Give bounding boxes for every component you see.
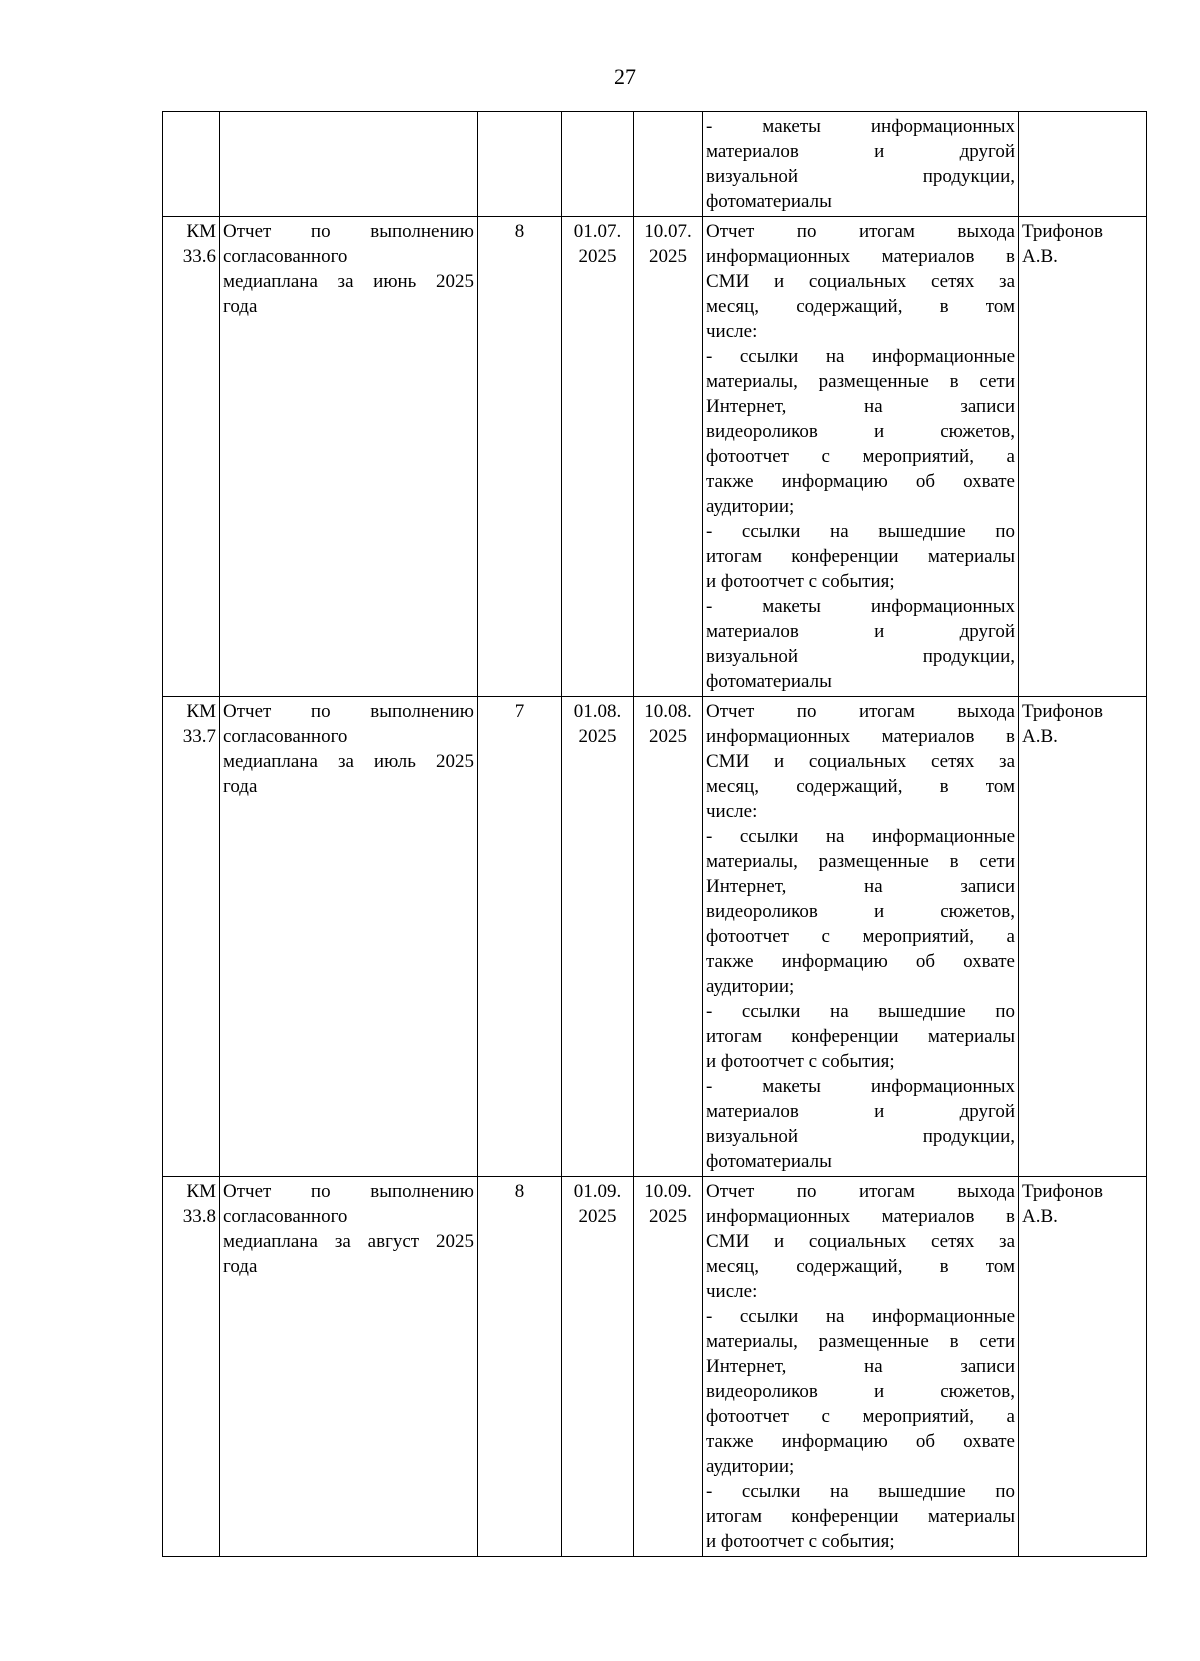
cell-number [163, 1177, 220, 1557]
result-line: визуальной продукции, [706, 646, 1015, 667]
cell-title [220, 112, 478, 217]
row-number: КМ 33.6 [182, 221, 216, 267]
result-line: итогам конференции материалы [706, 1506, 1015, 1527]
result-line: фотоматериалы [706, 671, 832, 692]
result-line: - ссылки на вышедшие по [706, 1481, 1015, 1502]
cell-start-date: 01.08. 2025 [562, 697, 634, 1177]
table-row [163, 697, 1147, 1177]
title-line: согласованного [223, 1206, 348, 1227]
result-line: - ссылки на информационные [706, 346, 1015, 367]
result-line: месяц, содержащий, в том [706, 776, 1015, 797]
result-line: и фотоотчет с события; [706, 1531, 895, 1552]
cell-result [703, 1177, 1019, 1557]
result-line: видеороликов и сюжетов, [706, 901, 1015, 922]
cell-end-date: 10.09. 2025 [634, 1177, 703, 1557]
cell-duration [478, 112, 562, 217]
cell-start-date: 01.07. 2025 [562, 217, 634, 697]
cell-end-date: 10.07. 2025 [634, 217, 703, 697]
cell-responsible [1019, 112, 1147, 217]
result-line: аудитории; [706, 1456, 795, 1477]
cell-end-date: 10.08. 2025 [634, 697, 703, 1177]
title-line: медиаплана за июль 2025 [223, 751, 474, 772]
result-line: - макеты информационных [706, 596, 1015, 617]
cell-title [220, 697, 478, 1177]
result-line: Интернет, на записи [706, 876, 1015, 897]
result-line: итогам конференции материалы [706, 546, 1015, 567]
result-line: информационных материалов в [706, 246, 1015, 267]
result-line: материалов и другой [706, 621, 1015, 642]
result-line: месяц, содержащий, в том [706, 1256, 1015, 1277]
title-line: согласованного [223, 246, 348, 267]
result-line: итогам конференции материалы [706, 1026, 1015, 1047]
result-line: материалы, размещенные в сети [706, 1331, 1015, 1352]
result-line: фотоотчет с мероприятий, а [706, 1406, 1015, 1427]
title-line: года [223, 296, 258, 317]
result-line: - ссылки на вышедшие по [706, 1001, 1015, 1022]
result-line: Отчет по итогам выхода [706, 221, 1015, 242]
cell-start-date: 01.09. 2025 [562, 1177, 634, 1557]
cell-title [220, 217, 478, 697]
cell-number [163, 112, 220, 217]
result-line: Отчет по итогам выхода [706, 701, 1015, 722]
result-line: СМИ и социальных сетях за [706, 271, 1015, 292]
result-line: информационных материалов в [706, 1206, 1015, 1227]
title-line: года [223, 1256, 258, 1277]
cell-responsible: Трифонов А.В. [1019, 697, 1147, 1177]
result-line: числе: [706, 321, 758, 342]
cell-result [703, 697, 1019, 1177]
cell-result [703, 112, 1019, 217]
result-line: - ссылки на вышедшие по [706, 521, 1015, 542]
result-line: фотоматериалы [706, 1151, 832, 1172]
table-row [163, 112, 1147, 217]
cell-end-date [634, 112, 703, 217]
cell-title [220, 1177, 478, 1557]
row-number: КМ 33.7 [182, 701, 216, 747]
result-line: фотоотчет с мероприятий, а [706, 926, 1015, 947]
result-line: Интернет, на записи [706, 396, 1015, 417]
result-line: и фотоотчет с события; [706, 571, 895, 592]
title-line: медиаплана за июнь 2025 [223, 271, 474, 292]
result-line: фотоматериалы [706, 191, 832, 212]
result-line: материалы, размещенные в сети [706, 851, 1015, 872]
result-line: - ссылки на информационные [706, 826, 1015, 847]
result-line: числе: [706, 801, 758, 822]
title-line: Отчет по выполнению [223, 701, 474, 722]
cell-responsible: Трифонов А.В. [1019, 217, 1147, 697]
table-row [163, 1177, 1147, 1557]
page-number: 27 [614, 64, 636, 89]
result-line: визуальной продукции, [706, 1126, 1015, 1147]
result-line: информационных материалов в [706, 726, 1015, 747]
result-line: материалов и другой [706, 141, 1015, 162]
title-line: медиаплана за август 2025 [223, 1231, 474, 1252]
result-line: - макеты информационных [706, 116, 1015, 137]
result-line: числе: [706, 1281, 758, 1302]
cell-start-date [562, 112, 634, 217]
cell-duration: 7 [478, 697, 562, 1177]
result-line: также информацию об охвате [706, 471, 1015, 492]
result-line: СМИ и социальных сетях за [706, 751, 1015, 772]
result-line: визуальной продукции, [706, 166, 1015, 187]
cell-number [163, 217, 220, 697]
title-line: года [223, 776, 258, 797]
result-line: материалов и другой [706, 1101, 1015, 1122]
table-row [163, 217, 1147, 697]
result-line: СМИ и социальных сетях за [706, 1231, 1015, 1252]
result-line: Отчет по итогам выхода [706, 1181, 1015, 1202]
cell-duration: 8 [478, 217, 562, 697]
result-line: месяц, содержащий, в том [706, 296, 1015, 317]
result-line: видеороликов и сюжетов, [706, 421, 1015, 442]
result-line: видеороликов и сюжетов, [706, 1381, 1015, 1402]
result-line: фотоотчет с мероприятий, а [706, 446, 1015, 467]
title-line: Отчет по выполнению [223, 221, 474, 242]
table-body [163, 112, 1147, 1557]
result-line: - ссылки на информационные [706, 1306, 1015, 1327]
cell-responsible: Трифонов А.В. [1019, 1177, 1147, 1557]
result-line: также информацию об охвате [706, 1431, 1015, 1452]
cell-duration: 8 [478, 1177, 562, 1557]
plan-table [162, 111, 1147, 1557]
cell-number [163, 697, 220, 1177]
row-number: КМ 33.8 [182, 1181, 216, 1227]
result-line: также информацию об охвате [706, 951, 1015, 972]
result-line: аудитории; [706, 976, 795, 997]
title-line: Отчет по выполнению [223, 1181, 474, 1202]
result-line: Интернет, на записи [706, 1356, 1015, 1377]
result-line: материалы, размещенные в сети [706, 371, 1015, 392]
result-line: - макеты информационных [706, 1076, 1015, 1097]
cell-result [703, 217, 1019, 697]
result-line: аудитории; [706, 496, 795, 517]
title-line: согласованного [223, 726, 348, 747]
result-line: и фотоотчет с события; [706, 1051, 895, 1072]
